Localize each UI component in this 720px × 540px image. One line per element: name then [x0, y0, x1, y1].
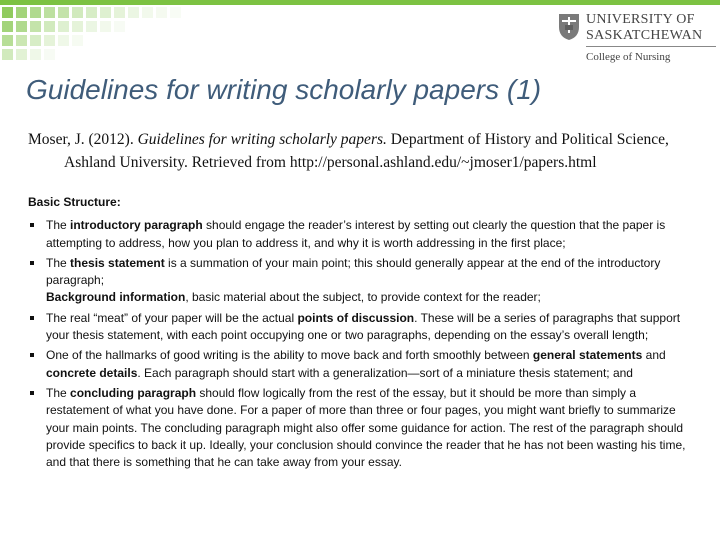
citation-rest: Department of History and Political Science, Ashland University. Retrieved from http://personal.ashland.edu/~jmoser1/papers.html	[64, 131, 669, 171]
item-text: and	[642, 348, 666, 363]
structure-list	[28, 217, 696, 471]
item-text: The real “meat” of your paper will be the actual	[46, 310, 298, 325]
bullet-icon	[30, 223, 34, 227]
logo-college-name: College of Nursing	[586, 51, 671, 63]
item-text: One of the hallmarks of good writing is the ability to move back and forth smoothly between	[46, 348, 533, 363]
item-text: is a summation of your main point; this should generally appear at the end of the introductory paragraph;	[46, 255, 661, 288]
bullet-icon	[30, 316, 34, 320]
logo-university-line2: SASKATCHEWAN	[586, 28, 703, 43]
item-bold-term: Background information	[46, 290, 186, 305]
item-text: The	[46, 255, 71, 270]
bullet-icon	[30, 261, 34, 265]
item-text: should flow logically from the rest of the essay, but it should be more than simply a restatement of what you have done. For a paper of more than three or four pages, you might want briefly to summarize your main points. The concluding paragraph might also offer some guidance for action. The rest of the paragraph should provide specifics to back it up. Ideally, your conclusion should convince the reader that he has not been wasting his time, and that there is something that he can take away from your essay.	[46, 385, 686, 470]
logo-university-line1: UNIVERSITY OF	[586, 12, 695, 27]
bullet-icon	[30, 391, 34, 395]
item-bold-term: thesis statement	[70, 255, 165, 270]
item-text: The	[46, 385, 71, 400]
basic-structure-section	[28, 194, 696, 474]
item-bold-term: concluding paragraph	[70, 385, 197, 400]
citation-work-title: Guidelines for writing scholarly papers.	[137, 131, 387, 148]
list-item-concluding-paragraph	[28, 385, 696, 471]
citation-author-year: Moser, J. (2012).	[28, 131, 138, 148]
reference-citation	[28, 128, 696, 174]
item-text: . These will be a series of paragraphs that support your thesis statement, with each point occupying one or two paragraphs, depending on the essay’s overall length;	[46, 310, 681, 343]
page-title: Guidelines for writing scholarly papers (1)	[26, 74, 542, 105]
item-bold-term: introductory paragraph	[70, 218, 203, 233]
decorative-squares	[0, 5, 200, 70]
section-heading: Basic Structure:	[28, 195, 121, 209]
item-text: should engage the reader’s interest by setting out clearly the question that the paper is attempting to address, how you plan to address it, and why it is worth addressing in the first place;	[46, 218, 666, 250]
university-logo	[558, 11, 718, 67]
item-text: The	[46, 218, 71, 233]
logo-divider	[586, 46, 716, 47]
item-bold-term: points of discussion	[297, 310, 415, 325]
item-text: , basic material about the subject, to provide context for the reader;	[185, 290, 541, 305]
list-item-thesis-statement	[28, 255, 696, 307]
bullet-icon	[30, 353, 34, 357]
item-bold-term: general statements	[532, 348, 643, 363]
item-text: . Each paragraph should start with a generalization—sort of a miniature thesis statement; and	[137, 365, 633, 380]
list-item-points-of-discussion	[28, 310, 696, 345]
item-bold-term: concrete details	[46, 365, 138, 380]
list-item-general-statements	[28, 347, 696, 382]
list-item-introductory-paragraph	[28, 217, 696, 252]
university-crest-icon	[558, 13, 580, 41]
